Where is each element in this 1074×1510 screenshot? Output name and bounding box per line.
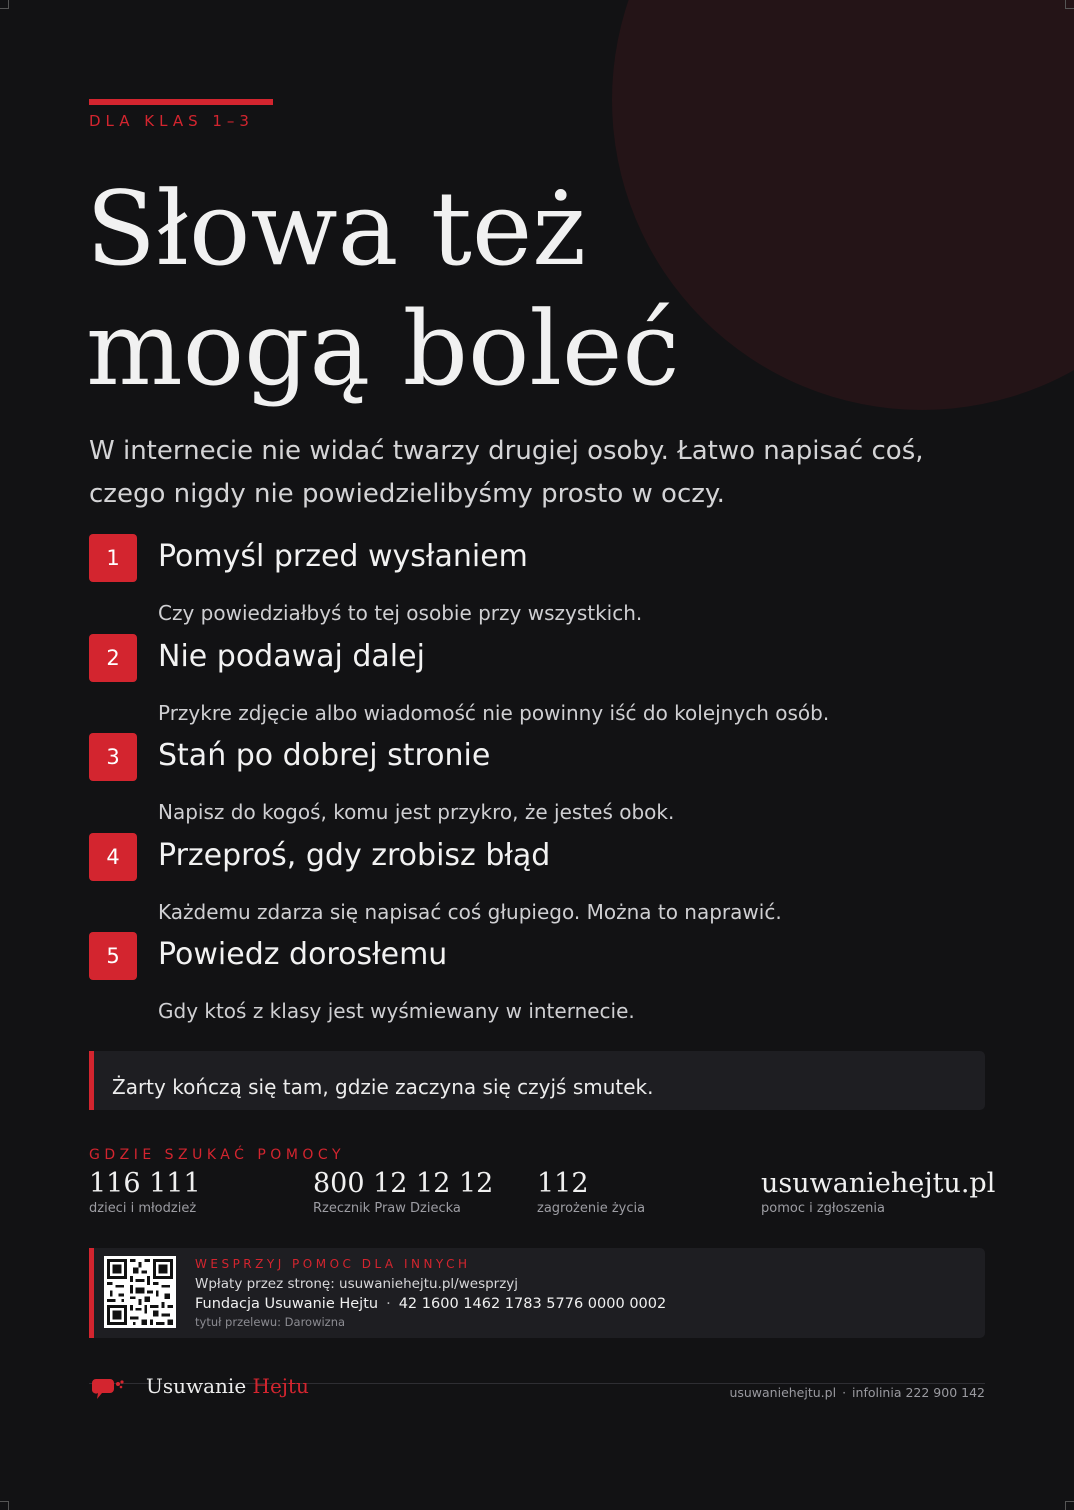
accent-bar xyxy=(89,99,273,105)
tip-number-badge: 3 xyxy=(89,733,137,781)
tip-title: Przeproś, gdy zrobisz błąd xyxy=(158,837,551,873)
brand-logo-text xyxy=(146,1372,309,1400)
tip-description: Napisz do kogoś, komu jest przykro, że jesteś obok. xyxy=(158,800,675,824)
crop-mark-top-right xyxy=(1065,0,1074,9)
support-donation-url: Wpłaty przez stronę: usuwaniehejtu.pl/wesprzyj xyxy=(195,1276,519,1292)
crop-mark-top-left xyxy=(0,0,9,9)
helpline-ombudsman xyxy=(313,1168,493,1218)
poster-title xyxy=(86,170,986,410)
crop-mark-bottom-right xyxy=(1065,1501,1074,1510)
quote-box xyxy=(89,1051,985,1110)
crop-mark-bottom-left xyxy=(0,1501,9,1510)
tip-title: Powiedz dorosłemu xyxy=(158,937,448,972)
tip-number-badge: 1 xyxy=(89,534,137,582)
logo-word-hejtu: Hejtu xyxy=(252,1374,309,1398)
support-box xyxy=(89,1248,985,1338)
tip-item xyxy=(89,833,989,933)
logo-word-usuwanie: Usuwanie xyxy=(146,1374,247,1398)
tip-description: Gdy ktoś z klasy jest wyśmiewany w internecie. xyxy=(158,999,635,1023)
tip-item xyxy=(89,634,989,734)
tip-description: Przykre zdjęcie albo wiadomość nie powinny iść do kolejnych osób. xyxy=(158,700,830,725)
helpline-emergency xyxy=(537,1168,645,1218)
helpline-label: Rzecznik Praw Dziecka xyxy=(313,1201,461,1216)
title-line-1: Słowa też xyxy=(86,170,586,289)
tip-title: Nie podawaj dalej xyxy=(158,638,425,674)
audience-kicker: DLA KLAS 1–3 xyxy=(89,112,254,130)
helpline-label: pomoc i zgłoszenia xyxy=(761,1201,885,1216)
tip-number-badge: 5 xyxy=(89,932,137,980)
helpline-website xyxy=(761,1168,995,1218)
website-link[interactable]: usuwaniehejtu.pl xyxy=(761,1168,996,1199)
helpline-number: 800 12 12 12 xyxy=(313,1168,494,1199)
helpline-label: zagrożenie życia xyxy=(537,1201,646,1216)
tip-item xyxy=(89,932,989,1032)
speech-bubble-icon xyxy=(92,1375,126,1403)
helpline-number: 112 xyxy=(537,1168,589,1199)
support-account-line xyxy=(195,1294,666,1314)
helpline-label: dzieci i młodzież xyxy=(89,1201,197,1216)
qr-code-icon xyxy=(104,1256,176,1328)
separator: · xyxy=(386,1296,391,1312)
help-heading: GDZIE SZUKAĆ POMOCY xyxy=(89,1147,346,1163)
bank-account-number: 42 1600 1462 1783 5776 0000 0002 xyxy=(398,1296,667,1312)
tip-description: Każdemu zdarza się napisać coś głupiego. Można to naprawić. xyxy=(158,899,782,924)
footer-site-link[interactable]: usuwaniehejtu.pl xyxy=(729,1385,837,1400)
separator: · xyxy=(842,1385,847,1400)
helpline-number: 116 111 xyxy=(89,1168,201,1199)
foundation-name: Fundacja Usuwanie Hejtu xyxy=(195,1296,379,1312)
tip-description: Czy powiedziałbyś to tej osobie przy wszystkich. xyxy=(158,601,643,625)
support-heading: WESPRZYJ POMOC DLA INNYCH xyxy=(195,1257,471,1271)
tip-item xyxy=(89,534,989,634)
transfer-title-note: tytuł przelewu: Darowizna xyxy=(195,1315,346,1329)
footer-hotline: infolinia 222 900 142 xyxy=(852,1385,985,1400)
tip-title: Stań po dobrej stronie xyxy=(158,738,491,773)
tips-list xyxy=(89,534,989,1032)
tip-item xyxy=(89,733,989,833)
quote-text: Żarty kończą się tam, gdzie zaczyna się czyjś smutek. xyxy=(112,1075,654,1099)
tip-number-badge: 2 xyxy=(89,634,137,682)
footer-contact xyxy=(729,1385,985,1401)
helpline-children xyxy=(89,1168,201,1218)
tip-number-badge: 4 xyxy=(89,833,137,881)
tip-title: Pomyśl przed wysłaniem xyxy=(158,539,528,574)
title-line-2: mogą boleć xyxy=(86,290,680,409)
lead-paragraph: W internecie nie widać twarzy drugiej osoby. Łatwo napisać coś, czego nigdy nie powiedzielibyśmy prosto w oczy. xyxy=(89,436,924,509)
